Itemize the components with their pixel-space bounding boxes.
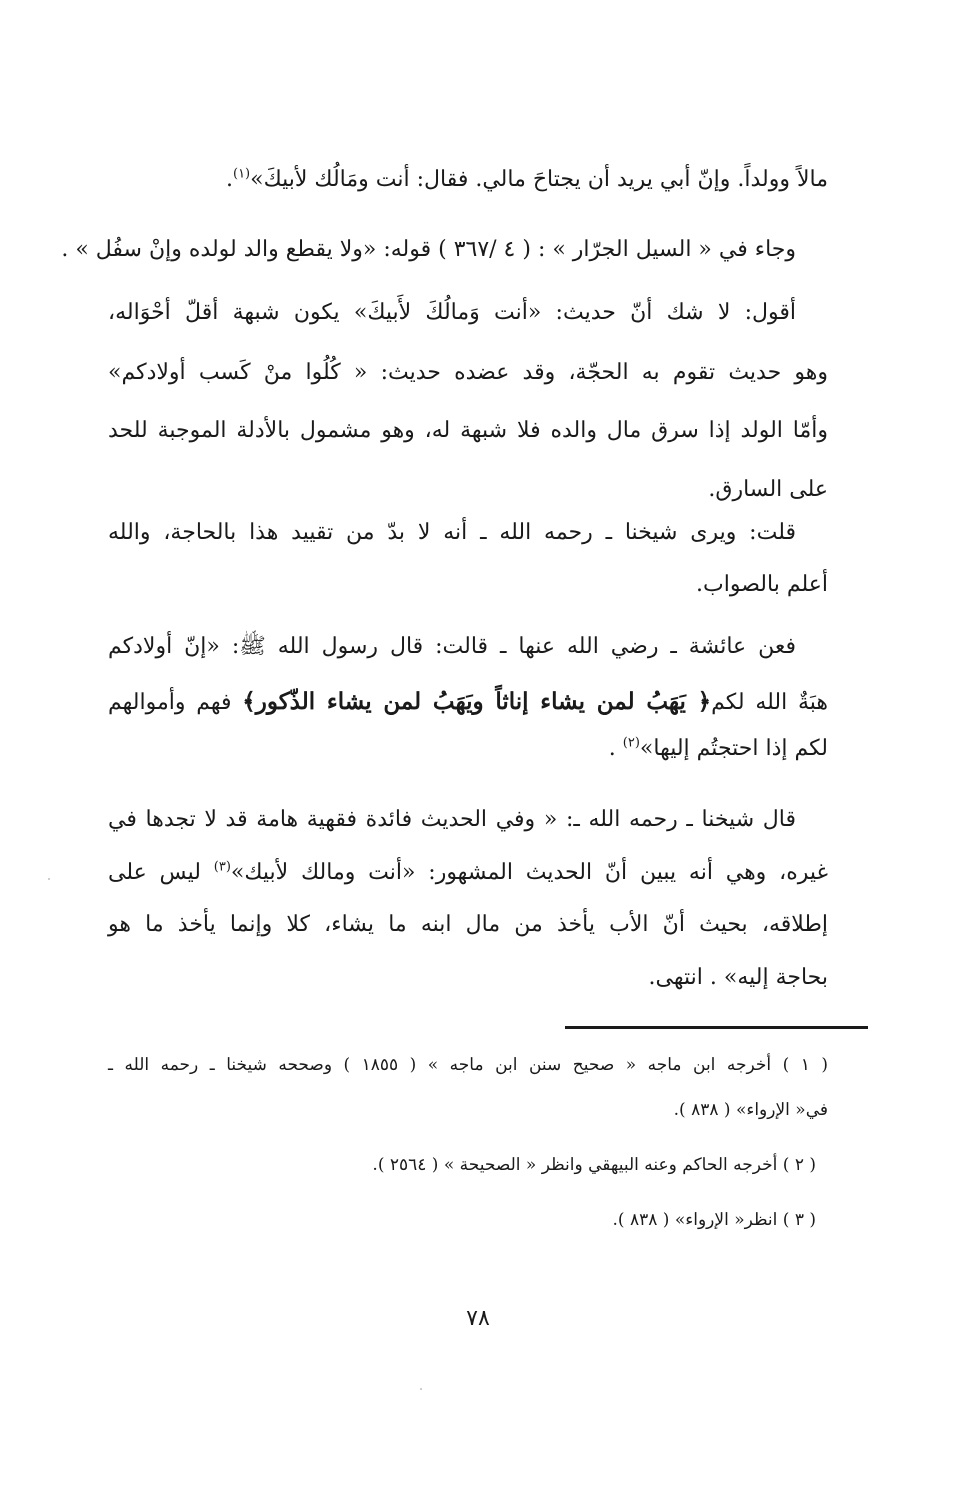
page-number: ٧٨ — [466, 1306, 490, 1331]
footnote-1 — [108, 1048, 828, 1082]
footnote-text: ( ٣ ) انظر« الإرواء» ( ٨٣٨ ). — [612, 1210, 816, 1230]
body-line — [108, 800, 796, 840]
body-line — [108, 682, 828, 723]
body-line — [108, 853, 828, 893]
body-text: غيره، وهي أنه يبين أنّ الحديث المشهور: «أنت ومالك لأبيك» — [230, 860, 829, 885]
body-text: بحاجة إليه» . انتهى. — [648, 965, 828, 990]
body-line — [108, 293, 796, 333]
body-text: وهو حديث تقوم به الحجّة، وقد عضده حديث: « كُلُوا منْ كَسب أولادكم» — [108, 360, 828, 385]
footnote-text: في« الإرواء» ( ٨٣٨ ). — [673, 1100, 828, 1120]
body-line — [649, 958, 828, 998]
quran-verse: ﴿ يَهَبُ لمن يشاء إناثاً ويَهَبُ لمن يشاء الذّكور﴾ — [242, 688, 712, 715]
footnote-text: ( ٢ ) أخرجه الحاكم وعنه البيهقي وانظر « الصحيحة » ( ٢٥٦٤ ). — [372, 1155, 816, 1175]
body-text: فعن عائشة ـ رضي الله عنها ـ قالت: قال رسول الله ﷺ: «إنّ أولادكم — [108, 634, 796, 659]
body-line — [108, 513, 796, 553]
body-text: فهم وأموالهم — [108, 690, 232, 715]
body-text: ليس على — [108, 860, 201, 885]
footnote-2 — [372, 1148, 816, 1182]
footnote-text: ( ١ ) أخرجه ابن ماجه « صحيح سنن ابن ماجه » ( ١٨٥٥ ) وصححه شيخنا ـ رحمه الله ـ — [108, 1055, 828, 1075]
body-line — [108, 411, 828, 451]
body-line — [609, 729, 828, 769]
footnote-separator — [565, 1026, 868, 1029]
body-text: إطلاقه، بحيث أنّ الأب يأخذ من مال ابنه ما يشاء، كلا وإنما يأخذ ما هو — [108, 912, 828, 937]
body-text: أقول: لا شك أنّ حديث: «أنت وَمالُكَ لأَبيكَ» يكون شبهة أقلّ أحْوَاله، — [108, 300, 796, 325]
body-line — [108, 353, 828, 393]
footnote-3 — [613, 1203, 816, 1237]
body-text: هبَةٌ الله لكم — [711, 690, 828, 715]
body-text: أعلم بالصواب. — [696, 572, 828, 597]
body-line — [708, 470, 828, 510]
body-text: على السارق. — [708, 477, 828, 502]
body-text: وأمّا الولد إذا سرق مال والده فلا شبهة له، وهو مشمول بالأدلة الموجبة للحد — [108, 418, 828, 443]
body-text: مالاً وولداً. وإنّ أبي يريد أن يجتاحَ مالي. فقال: أنت ومَالُك لأبيكَ» — [250, 167, 828, 192]
body-text: قال شيخنا ـ رحمه الله ـ: « وفي الحديث فائدة فقهية هامة قد لا تجدها في — [108, 807, 796, 832]
footnote-ref[interactable]: (٢) — [622, 735, 640, 751]
body-line — [226, 160, 828, 200]
body-line — [696, 565, 828, 605]
scan-speck — [420, 1388, 422, 1390]
scan-speck — [48, 878, 50, 880]
body-line — [108, 627, 796, 667]
body-text: لكم إذا احتجتُم إليها» — [639, 736, 828, 761]
footnote-ref[interactable]: (٣) — [213, 859, 231, 875]
footnote-ref[interactable]: (١) — [232, 166, 251, 182]
body-text: قلت: ويرى شيخنا ـ رحمه الله ـ أنه لا بدّ من تقييد هذا بالحاجة، والله — [108, 520, 796, 545]
body-text: . — [225, 167, 233, 192]
body-text: وجاء في « السيل الجرّار » : ( ٤ /٣٦٧ ) قوله: «ولا يقطع والد لولده وإنْ سفُل » . — [61, 237, 796, 262]
body-text: . — [608, 736, 616, 761]
footnote-1-cont — [674, 1093, 828, 1127]
body-line — [61, 230, 796, 270]
body-line — [108, 905, 828, 945]
